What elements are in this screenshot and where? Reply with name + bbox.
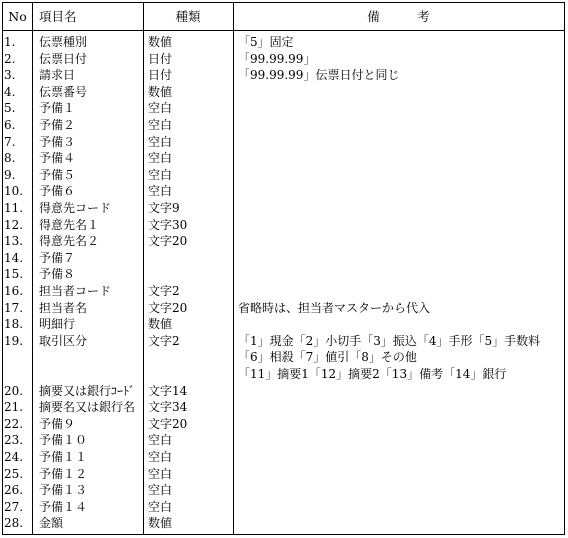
item-name: 予備９	[39, 416, 76, 431]
header-item-name: 項目名	[39, 9, 77, 24]
item-name: 予備１０	[39, 433, 88, 448]
row-number: 14.	[4, 250, 24, 265]
item-type: 日付	[148, 68, 173, 83]
item-name: 担当者名	[39, 300, 88, 315]
row-number: 5.	[4, 101, 16, 116]
item-type: 数値	[148, 516, 173, 531]
item-type: 空白	[148, 483, 173, 498]
item-type: 空白	[148, 101, 173, 116]
item-type: 数値	[148, 35, 173, 49]
item-name: 取引区分	[39, 333, 88, 348]
item-type: 数値	[148, 84, 173, 99]
item-type: 空白	[148, 450, 173, 464]
item-name: 予備２	[39, 118, 76, 132]
item-name: 予備５	[39, 167, 76, 182]
row-number: 9.	[4, 167, 16, 182]
item-name: 予備８	[39, 267, 76, 282]
row-number: 19.	[4, 333, 24, 348]
item-type: 文字20	[148, 300, 188, 315]
row-number: 15.	[4, 267, 24, 282]
item-type: 日付	[148, 51, 173, 66]
item-name: 伝票種別	[39, 35, 88, 49]
item-name: 予備１	[39, 101, 76, 116]
row-number: 17.	[4, 300, 24, 315]
item-type: 文字34	[148, 400, 188, 415]
item-type: 文字14	[148, 383, 188, 398]
row-number: 10.	[4, 184, 24, 199]
item-name: 伝票番号	[39, 84, 88, 99]
row-number: 11.	[4, 201, 24, 215]
row-number: 3.	[4, 68, 16, 83]
column-divider	[143, 3, 144, 534]
item-name: 摘要又は銀行ｺｰﾄﾞ	[39, 383, 136, 398]
row-number: 6.	[4, 118, 16, 132]
header-no: No	[8, 9, 27, 24]
item-type: 文字2	[148, 284, 180, 298]
row-number: 28.	[4, 516, 24, 531]
item-name: 予備１２	[39, 466, 88, 481]
item-remark: 「99.99.99」伝票日付と同じ	[238, 68, 400, 83]
item-remark: 「1」現金「2」小切手「3」振込「4」手形「5」手数料	[238, 333, 541, 348]
row-number: 22.	[4, 416, 24, 431]
item-type: 文字20	[148, 234, 188, 249]
row-number: 13.	[4, 234, 24, 249]
row-number: 8.	[4, 151, 16, 166]
row-number: 27.	[4, 499, 24, 514]
header-remarks: 備 考	[367, 9, 430, 24]
item-name: 伝票日付	[39, 51, 88, 66]
item-type: 文字9	[148, 201, 180, 215]
item-name: 予備７	[39, 250, 76, 265]
item-type: 文字2	[148, 333, 180, 348]
item-type: 空白	[148, 499, 173, 514]
item-name: 得意先名１	[39, 217, 100, 232]
item-name: 予備３	[39, 134, 76, 149]
row-number: 25.	[4, 466, 24, 481]
item-name: 予備１３	[39, 483, 88, 498]
item-type: 数値	[148, 317, 173, 332]
item-type: 空白	[148, 167, 173, 182]
row-number: 4.	[4, 84, 16, 99]
row-number: 23.	[4, 433, 24, 448]
item-remark: 「99.99.99」	[238, 51, 316, 66]
item-remark: 省略時は、担当者マスターから代入	[238, 300, 431, 315]
row-number: 16.	[4, 284, 24, 298]
item-name: 摘要名又は銀行名	[39, 400, 136, 415]
item-type: 空白	[148, 433, 173, 448]
item-remark: 「5」固定	[238, 35, 294, 49]
column-divider	[233, 3, 234, 534]
item-name: 予備１４	[39, 499, 88, 514]
item-name: 金額	[39, 516, 64, 531]
row-number: 20.	[4, 383, 24, 398]
item-name: 予備６	[39, 184, 76, 199]
item-name: 予備４	[39, 151, 76, 166]
item-name: 得意先コード	[39, 201, 112, 215]
row-number: 12.	[4, 217, 24, 232]
row-number: 21.	[4, 400, 24, 415]
item-remark: 「11」摘要1「12」摘要2「13」備考「14」銀行	[238, 367, 507, 381]
item-name: 担当者コード	[39, 284, 112, 298]
row-number: 24.	[4, 450, 24, 464]
item-name: 得意先名２	[39, 234, 100, 249]
item-type: 空白	[148, 118, 173, 132]
header-type: 種類	[175, 9, 201, 24]
item-type: 空白	[148, 151, 173, 166]
item-type: 空白	[148, 134, 173, 149]
item-name: 請求日	[39, 68, 76, 83]
header-divider	[3, 30, 564, 31]
item-type: 空白	[148, 184, 173, 199]
column-divider	[32, 3, 33, 534]
item-type: 文字20	[148, 416, 188, 431]
row-number: 2.	[4, 51, 16, 66]
item-name: 予備１１	[39, 450, 88, 464]
row-number: 18.	[4, 317, 24, 332]
item-name: 明細行	[39, 317, 76, 332]
row-number: 7.	[4, 134, 16, 149]
item-type: 空白	[148, 466, 173, 481]
row-number: 1.	[4, 35, 16, 49]
item-type: 文字30	[148, 217, 188, 232]
field-definition-table	[2, 2, 565, 535]
row-number: 26.	[4, 483, 24, 498]
item-remark: 「6」相殺「7」値引「8」その他	[238, 350, 417, 365]
